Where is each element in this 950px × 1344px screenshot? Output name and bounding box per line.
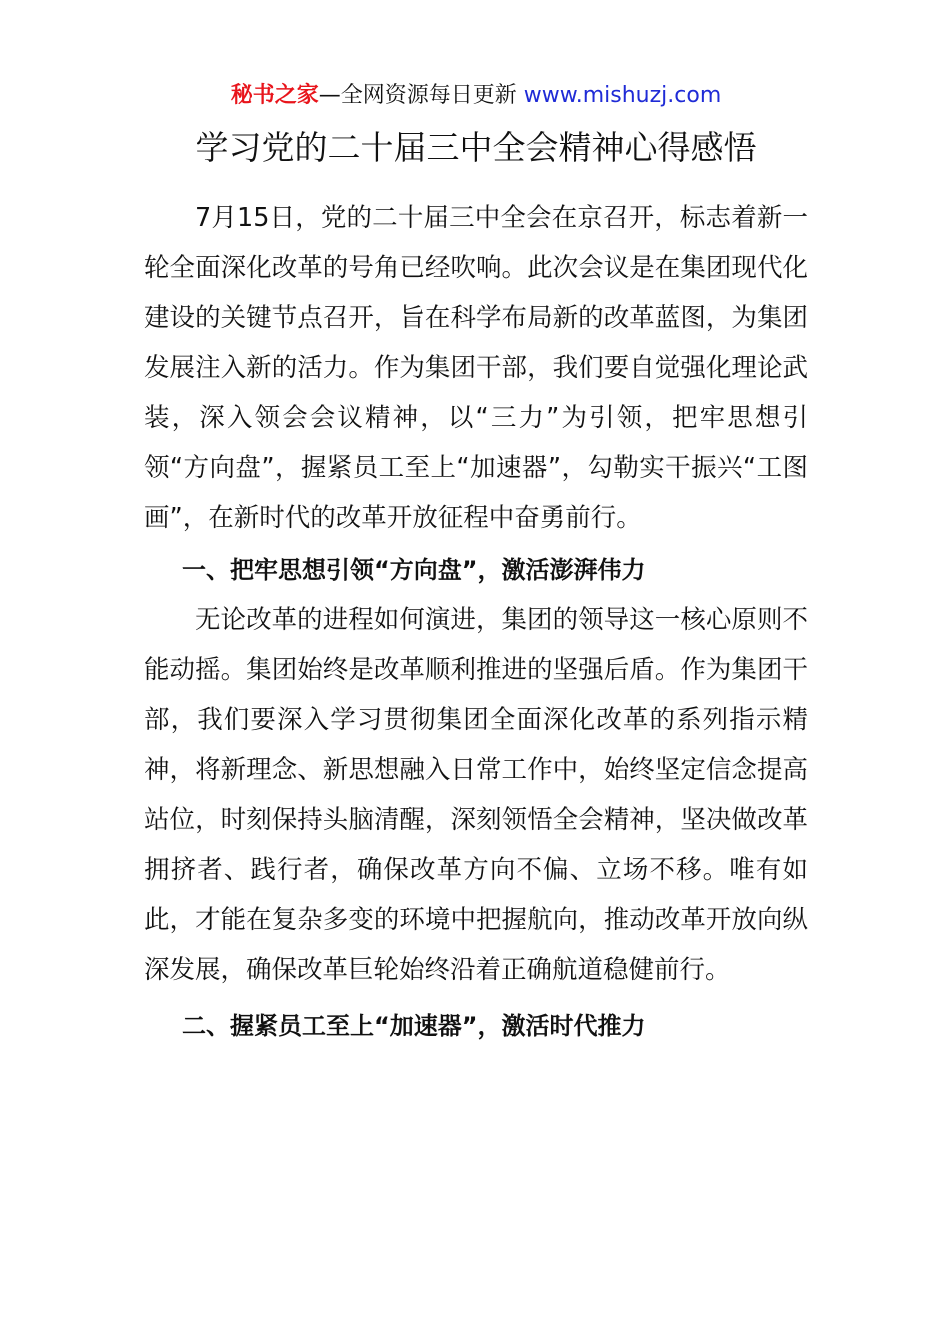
section-heading-1: 一、把牢思想引领“方向盘”，激活澎湃伟力 [182, 556, 646, 584]
document-title: 学习党的二十届三中全会精神心得感悟 [195, 128, 757, 167]
section-heading-2: 二、握紧员工至上“加速器”，激活时代推力 [182, 1012, 646, 1040]
site-name: 秘书之家 [230, 83, 319, 108]
document-body [144, 193, 808, 1051]
site-url-link[interactable]: www.mishuzj.com [523, 83, 722, 108]
paragraph-intro: 7月15日，党的二十届三中全会在京召开，标志着新一轮全面深化改革的号角已经吹响。此次会议是在集团现代化建设的关键节点召开，旨在科学布局新的改革蓝图，为集团发展注入新的活力。作为集团干部，我们要自觉强化理论武装，深入领会会议精神，以“三力”为引领，把牢思想引领“方向盘”，握紧员工至上“加速器”，勾勒实干振兴“工图画”，在新时代的改革开放征程中奋勇前行。 [144, 203, 808, 533]
site-tagline: —全网资源每日更新 [318, 83, 524, 108]
paragraph-section-1: 无论改革的进程如何演进，集团的领导这一核心原则不能动摇。集团始终是改革顺利推进的坚强后盾。作为集团干部，我们要深入学习贯彻集团全面深化改革的系列指示精神，将新理念、新思想融入日常工作中，始终坚定信念提高站位，时刻保持头脑清醒，深刻领悟全会精神，坚决做改革拥挤者、践行者，确保改革方向不偏、立场不移。唯有如此，才能在复杂多变的环境中把握航向，推动改革开放向纵深发展，确保改革巨轮始终沿着正确航道稳健前行。 [144, 605, 808, 985]
site-header [144, 80, 808, 112]
